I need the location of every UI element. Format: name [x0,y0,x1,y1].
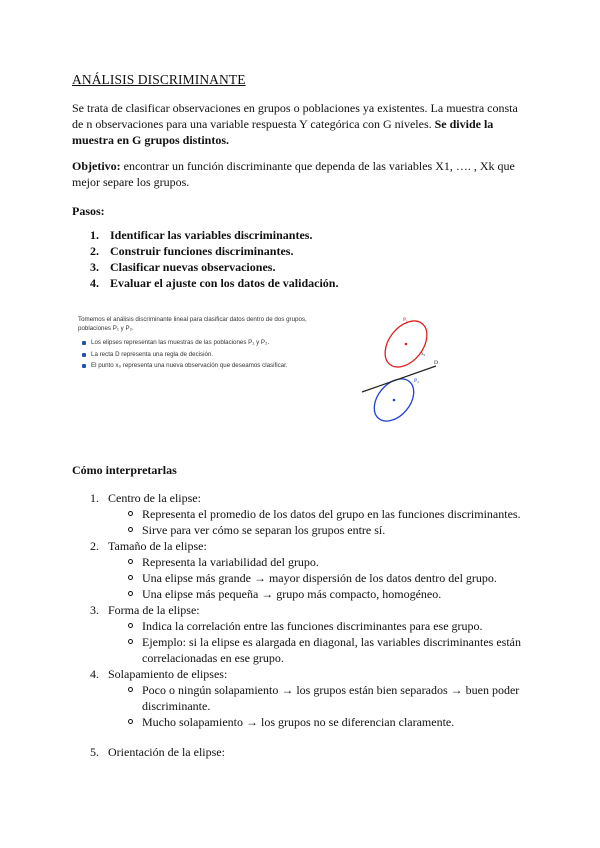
circle-bullet-icon [128,511,133,516]
list-item: Ejemplo: si la elipse es alargada en diagonal, las variables discriminantes están correlacionadas en ese grupo. [90,634,550,666]
p2-center-dot [393,399,396,402]
decision-line [362,366,436,392]
bullet-icon [82,364,86,368]
p1-center-dot [405,343,408,346]
section-heading: 4. Solapamiento de elipses: [90,667,228,681]
intro-text: Se trata de clasificar observaciones en grupos o poblaciones ya existentes. La muestra consta de n observaciones para una variable respuesta Y categórica con G niveles. [72,101,518,131]
steps-label: Pasos: [72,204,105,218]
list-item: Representa el promedio de los datos del grupo en las funciones discriminantes. [90,506,550,522]
list-item: Mucho solapamiento → los grupos no se diferencian claramente. [90,714,550,730]
circle-bullet-icon [128,623,133,628]
objective-text: encontrar un función discriminante que dependa de las variables X1, …. , Xk que mejor separe los grupos. [72,159,515,189]
bullet-icon [82,341,86,345]
intro-bold-text: Se divide la muestra en G grupos distintos. [72,117,494,147]
circle-bullet-icon [128,527,133,532]
list-item: Indica la correlación entre las funciones discriminantes para ese grupo. [90,618,550,634]
objective-label: Objetivo: [72,159,121,173]
section-heading: 5. Orientación de la elipse: [90,745,225,759]
p2-label: P₂ [414,378,419,384]
circle-bullet-icon [128,559,133,564]
list-item: Una elipse más grande → mayor dispersión de los datos dentro del grupo. [90,570,550,586]
interpret-heading: Cómo interpretarlas [72,463,177,477]
circle-bullet-icon [128,687,133,692]
figure-bullet: El punto x₀ representa una nueva observación que deseamos clasificar. [78,362,338,371]
circle-bullet-icon [128,639,133,644]
bullet-icon [82,353,86,357]
objective-paragraph [72,158,532,190]
figure-bullet: La recta D representa una regla de decisión. [78,351,338,360]
page-title: ANÁLISIS DISCRIMINANTE [72,72,246,87]
list-item: Representa la variabilidad del grupo. [90,554,550,570]
list-item: Poco o ningún solapamiento → los grupos están bien separados → buen poder discriminante. [90,682,550,714]
section-heading: 1. Centro de la elipse: [90,491,201,505]
step-item: 2. Construir funciones discriminantes. [90,244,294,258]
embedded-figure [78,312,446,430]
circle-bullet-icon [128,591,133,596]
section-heading: 3. Forma de la elipse: [90,603,200,617]
x0-label: x₀ [421,352,426,357]
list-item: Sirve para ver cómo se separan los grupos entre sí. [90,522,550,538]
steps-list [90,227,338,291]
interpret-sections [90,490,550,760]
line-d-label: D [434,360,438,366]
step-item: 3. Clasificar nuevas observaciones. [90,260,276,274]
figure-bullet: Los elipses representan las muestras de las poblaciones P₁ y P₂. [78,339,338,348]
step-item: 1. Identificar las variables discriminantes. [90,228,313,242]
p1-label: P₁ [403,317,408,323]
step-item: 4. Evaluar el ajuste con los datos de validación. [90,276,339,290]
figure-caption [78,316,338,374]
list-item: Una elipse más pequeña → grupo más compacto, homogéneo. [90,586,550,602]
section-heading: 2. Tamaño de la elipse: [90,539,207,553]
circle-bullet-icon [128,719,133,724]
intro-paragraph [72,100,532,148]
ellipse-diagram [348,312,446,430]
circle-bullet-icon [128,575,133,580]
figure-intro: Tomemos el análisis discriminante lineal para clasificar datos dentro de dos grupos, poblaciones P₁ y P₂. [78,316,307,332]
